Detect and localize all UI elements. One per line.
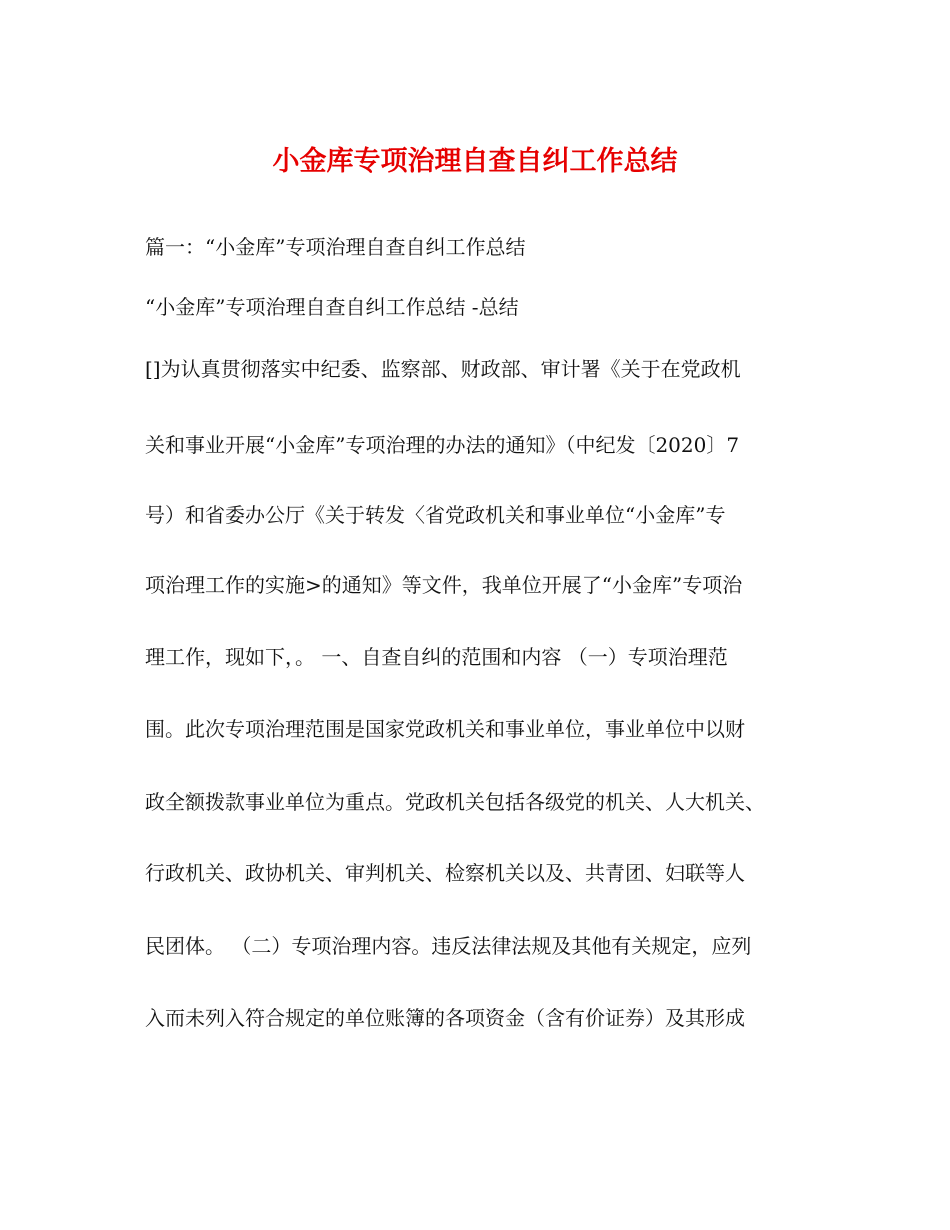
section-heading-2: “小金库”专项治理自查自纠工作总结 -总结	[145, 295, 519, 319]
body-line: []为认真贯彻落实中纪委、监察部、财政部、审计署《关于在党政机	[145, 357, 741, 381]
body-line: 项治理工作的实施>的通知》等文件，我单位开展了“小金库”专项治	[145, 573, 743, 597]
body-line: 号）和省委办公厅《关于转发〈省党政机关和事业单位“小金库”专	[145, 503, 726, 527]
body-line: 围。此次专项治理范围是国家党政机关和事业单位，事业单位中以财	[145, 717, 745, 741]
body-line: 民团体。 （二）专项治理内容。违反法律法规及其他有关规定，应列	[145, 934, 752, 958]
body-line: 理工作，现如下，。 一、自查自纠的范围和内容 （一）专项治理范	[145, 645, 728, 669]
body-line: 关和事业开展“小金库”专项治理的办法的通知》（中纪发〔2020〕7	[145, 433, 740, 457]
document-title: 小金库专项治理自查自纠工作总结	[272, 146, 678, 177]
section-heading-1: 篇一：“小金库”专项治理自查自纠工作总结	[145, 235, 526, 259]
body-line: 行政机关、政协机关、审判机关、检察机关以及、共青团、妇联等人	[145, 861, 745, 885]
body-line: 入而未列入符合规定的单位账簿的各项资金（含有价证券）及其形成	[145, 1006, 745, 1030]
body-line: 政全额拨款事业单位为重点。党政机关包括各级党的机关、人大机关、	[145, 790, 765, 814]
